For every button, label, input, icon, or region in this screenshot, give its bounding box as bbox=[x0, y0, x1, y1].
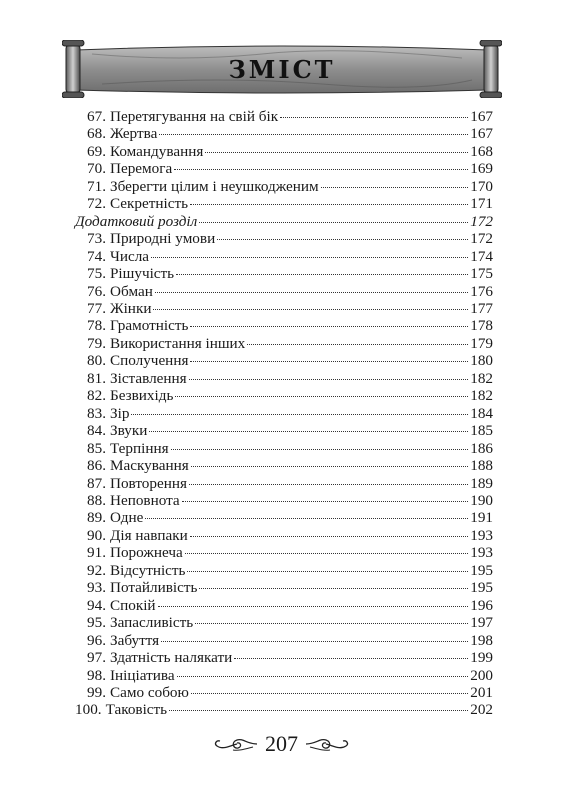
toc-entry-page: 198 bbox=[470, 631, 493, 649]
toc-entry-text: Таковість bbox=[105, 701, 168, 719]
toc-entry-title bbox=[75, 352, 188, 369]
toc-entry-number: 100. bbox=[75, 701, 102, 719]
toc-row bbox=[75, 701, 493, 718]
toc-entry-page: 182 bbox=[470, 387, 493, 405]
toc-entry-number: 73. bbox=[87, 230, 106, 248]
toc-entry-text: Перемога bbox=[109, 160, 173, 178]
toc-leader-dots bbox=[190, 350, 468, 362]
toc-entry-page: 184 bbox=[470, 404, 493, 422]
toc-leader-dots bbox=[177, 665, 469, 677]
toc-entry-number: 83. bbox=[87, 404, 106, 422]
toc-entry-page: 186 bbox=[470, 439, 493, 457]
toc-entry-text: Сполучення bbox=[109, 352, 189, 370]
toc-entry-page: 168 bbox=[470, 142, 493, 160]
toc-entry-number: 87. bbox=[87, 474, 106, 492]
toc-leader-dots bbox=[190, 525, 468, 537]
toc-leader-dots bbox=[151, 246, 468, 258]
toc-entry-text: Терпіння bbox=[109, 439, 169, 457]
toc-entry-number: 85. bbox=[87, 439, 106, 457]
toc-entry-title bbox=[75, 213, 197, 230]
toc-entry-text: Здатність налякати bbox=[109, 649, 233, 667]
toc-leader-dots bbox=[191, 455, 469, 467]
toc-entry-page: 190 bbox=[470, 491, 493, 509]
toc-entry-title bbox=[75, 440, 169, 457]
swirl-ornament-icon bbox=[304, 734, 350, 754]
toc-entry-page: 195 bbox=[470, 579, 493, 597]
toc-leader-dots bbox=[189, 368, 469, 380]
toc-entry-page: 167 bbox=[470, 108, 493, 125]
toc-entry-text: Ініціатива bbox=[109, 666, 175, 684]
toc-entry-page: 179 bbox=[470, 334, 493, 352]
toc-entry-page: 182 bbox=[470, 369, 493, 387]
toc-leader-dots bbox=[280, 106, 468, 118]
toc-entry-title bbox=[75, 283, 153, 300]
toc-entry-number: 72. bbox=[87, 195, 106, 213]
toc-entry-number: 76. bbox=[87, 282, 106, 300]
toc-entry-number: 82. bbox=[87, 387, 106, 405]
toc-leader-dots bbox=[190, 315, 468, 327]
toc-entry-number: 71. bbox=[87, 177, 106, 195]
toc-leader-dots bbox=[171, 438, 469, 450]
toc-entry-title bbox=[75, 544, 183, 561]
toc-entry-number: 80. bbox=[87, 352, 106, 370]
toc-entry-text: Потайливість bbox=[109, 579, 198, 597]
toc-entry-text: Спокій bbox=[109, 596, 156, 614]
toc-entry-text: Перетягування на свій бік bbox=[109, 108, 279, 125]
toc-entry-text: Одне bbox=[109, 509, 144, 527]
table-of-contents bbox=[75, 108, 493, 719]
toc-entry-title bbox=[75, 701, 167, 718]
toc-entry-number: 97. bbox=[87, 649, 106, 667]
toc-entry-page: 201 bbox=[470, 683, 493, 701]
toc-leader-dots bbox=[217, 228, 468, 240]
toc-entry-number: 93. bbox=[87, 579, 106, 597]
toc-leader-dots bbox=[190, 193, 468, 205]
toc-entry-title bbox=[75, 370, 187, 387]
toc-entry-title bbox=[75, 475, 187, 492]
toc-entry-text: Числа bbox=[109, 247, 150, 265]
toc-leader-dots bbox=[174, 158, 468, 170]
toc-entry-page: 170 bbox=[470, 177, 493, 195]
toc-entry-number: 78. bbox=[87, 317, 106, 335]
toc-entry-title bbox=[75, 509, 143, 526]
toc-entry-number: 69. bbox=[87, 142, 106, 160]
toc-entry-page: 200 bbox=[470, 666, 493, 684]
toc-entry-page: 199 bbox=[470, 649, 493, 667]
toc-entry-page: 193 bbox=[470, 544, 493, 562]
toc-entry-text: Звуки bbox=[109, 422, 148, 440]
toc-entry-page: 177 bbox=[470, 299, 493, 317]
toc-entry-title bbox=[75, 317, 188, 334]
toc-entry-page: 167 bbox=[470, 125, 493, 143]
toc-entry-page: 202 bbox=[470, 701, 493, 719]
toc-entry-text: Безвихідь bbox=[109, 387, 174, 405]
toc-entry-title bbox=[75, 562, 185, 579]
toc-entry-text: Командування bbox=[109, 142, 204, 160]
toc-leader-dots bbox=[159, 123, 468, 135]
toc-leader-dots bbox=[149, 420, 468, 432]
toc-entry-text: Маскування bbox=[109, 457, 189, 475]
toc-entry-number: 74. bbox=[87, 247, 106, 265]
toc-entry-page: 196 bbox=[470, 596, 493, 614]
toc-entry-page: 175 bbox=[470, 265, 493, 283]
toc-entry-number: 99. bbox=[87, 683, 106, 701]
toc-entry-text: Рішучість bbox=[109, 265, 175, 283]
toc-entry-number: 67. bbox=[87, 108, 106, 125]
toc-entry-text: Використання інших bbox=[109, 334, 246, 352]
toc-entry-number: 75. bbox=[87, 265, 106, 283]
toc-entry-page: 172 bbox=[470, 212, 493, 230]
toc-entry-title bbox=[75, 405, 129, 422]
toc-leader-dots bbox=[158, 595, 469, 607]
toc-entry-title bbox=[75, 632, 159, 649]
toc-entry-number: 90. bbox=[87, 526, 106, 544]
toc-entry-number: 91. bbox=[87, 544, 106, 562]
toc-entry-number: 94. bbox=[87, 596, 106, 614]
toc-entry-text: Забуття bbox=[109, 631, 160, 649]
swirl-ornament-icon bbox=[213, 734, 259, 754]
toc-leader-dots bbox=[199, 211, 468, 223]
toc-entry-text: Запасливість bbox=[109, 614, 194, 632]
toc-entry-title bbox=[75, 195, 188, 212]
toc-entry-title bbox=[75, 422, 147, 439]
toc-leader-dots bbox=[321, 176, 469, 188]
toc-leader-dots bbox=[175, 385, 468, 397]
toc-entry-page: 193 bbox=[470, 526, 493, 544]
toc-entry-title bbox=[75, 248, 149, 265]
toc-leader-dots bbox=[169, 699, 468, 711]
toc-entry-page: 171 bbox=[470, 195, 493, 213]
toc-entry-page: 174 bbox=[470, 247, 493, 265]
toc-leader-dots bbox=[191, 682, 468, 694]
page-number: 207 bbox=[265, 731, 298, 756]
toc-entry-text: Порожнеча bbox=[109, 544, 183, 562]
toc-entry-text: Зберегти цілим і неушкодженим bbox=[109, 177, 319, 195]
toc-leader-dots bbox=[187, 560, 468, 572]
toc-leader-dots bbox=[153, 298, 468, 310]
toc-entry-page: 169 bbox=[470, 160, 493, 178]
toc-entry-page: 197 bbox=[470, 614, 493, 632]
toc-entry-number: 88. bbox=[87, 491, 106, 509]
page-title: ЗМІСТ bbox=[228, 54, 336, 84]
toc-entry-text: Дія навпаки bbox=[109, 526, 188, 544]
toc-entry-title bbox=[75, 597, 156, 614]
toc-entry-text: Додатковий розділ bbox=[75, 212, 198, 230]
toc-leader-dots bbox=[205, 141, 468, 153]
toc-entry-number: 79. bbox=[87, 334, 106, 352]
toc-entry-page: 188 bbox=[470, 457, 493, 475]
toc-entry-number: 86. bbox=[87, 457, 106, 475]
toc-leader-dots bbox=[234, 647, 468, 659]
toc-entry-text: Зіставлення bbox=[109, 369, 187, 387]
toc-entry-title bbox=[75, 667, 175, 684]
toc-leader-dots bbox=[182, 490, 469, 502]
toc-leader-dots bbox=[185, 542, 469, 554]
toc-entry-number: 77. bbox=[87, 299, 106, 317]
toc-leader-dots bbox=[161, 630, 468, 642]
toc-leader-dots bbox=[145, 507, 468, 519]
toc-leader-dots bbox=[131, 403, 468, 415]
toc-entry-number: 81. bbox=[87, 369, 106, 387]
toc-entry-number: 70. bbox=[87, 160, 106, 178]
toc-entry-number: 92. bbox=[87, 561, 106, 579]
toc-entry-page: 172 bbox=[470, 230, 493, 248]
toc-entry-page: 178 bbox=[470, 317, 493, 335]
toc-entry-text: Повторення bbox=[109, 474, 187, 492]
toc-entry-text: Відсутність bbox=[109, 561, 186, 579]
toc-entry-text: Зір bbox=[109, 404, 130, 422]
toc-entry-text: Секретність bbox=[109, 195, 189, 213]
toc-entry-number: 84. bbox=[87, 422, 106, 440]
toc-entry-text: Обман bbox=[109, 282, 153, 300]
toc-entry-number: 95. bbox=[87, 614, 106, 632]
toc-entry-title bbox=[75, 160, 172, 177]
toc-leader-dots bbox=[189, 473, 468, 485]
toc-entry-page: 176 bbox=[470, 282, 493, 300]
toc-entry-page: 191 bbox=[470, 509, 493, 527]
toc-leader-dots bbox=[155, 281, 468, 293]
toc-entry-text: Грамотність bbox=[109, 317, 189, 335]
toc-leader-dots bbox=[199, 577, 468, 589]
toc-entry-title bbox=[75, 457, 189, 474]
toc-entry-text: Жінки bbox=[109, 299, 152, 317]
toc-entry-text: Природні умови bbox=[109, 230, 216, 248]
toc-entry-number: 96. bbox=[87, 631, 106, 649]
toc-entry-title bbox=[75, 125, 157, 142]
toc-entry-number: 98. bbox=[87, 666, 106, 684]
toc-entry-page: 180 bbox=[470, 352, 493, 370]
toc-entry-title bbox=[75, 300, 151, 317]
toc-leader-dots bbox=[176, 263, 468, 275]
toc-entry-page: 195 bbox=[470, 561, 493, 579]
toc-entry-number: 89. bbox=[87, 509, 106, 527]
toc-entry-text: Само собою bbox=[109, 683, 189, 701]
toc-entry-number: 68. bbox=[87, 125, 106, 143]
page-footer bbox=[0, 726, 563, 762]
toc-leader-dots bbox=[195, 612, 468, 624]
toc-entry-title bbox=[75, 527, 188, 544]
scroll-banner bbox=[62, 40, 502, 98]
toc-entry-text: Жертва bbox=[109, 125, 158, 143]
toc-entry-page: 185 bbox=[470, 422, 493, 440]
toc-entry-text: Неповнота bbox=[109, 491, 180, 509]
toc-entry-page: 189 bbox=[470, 474, 493, 492]
toc-leader-dots bbox=[247, 333, 468, 345]
